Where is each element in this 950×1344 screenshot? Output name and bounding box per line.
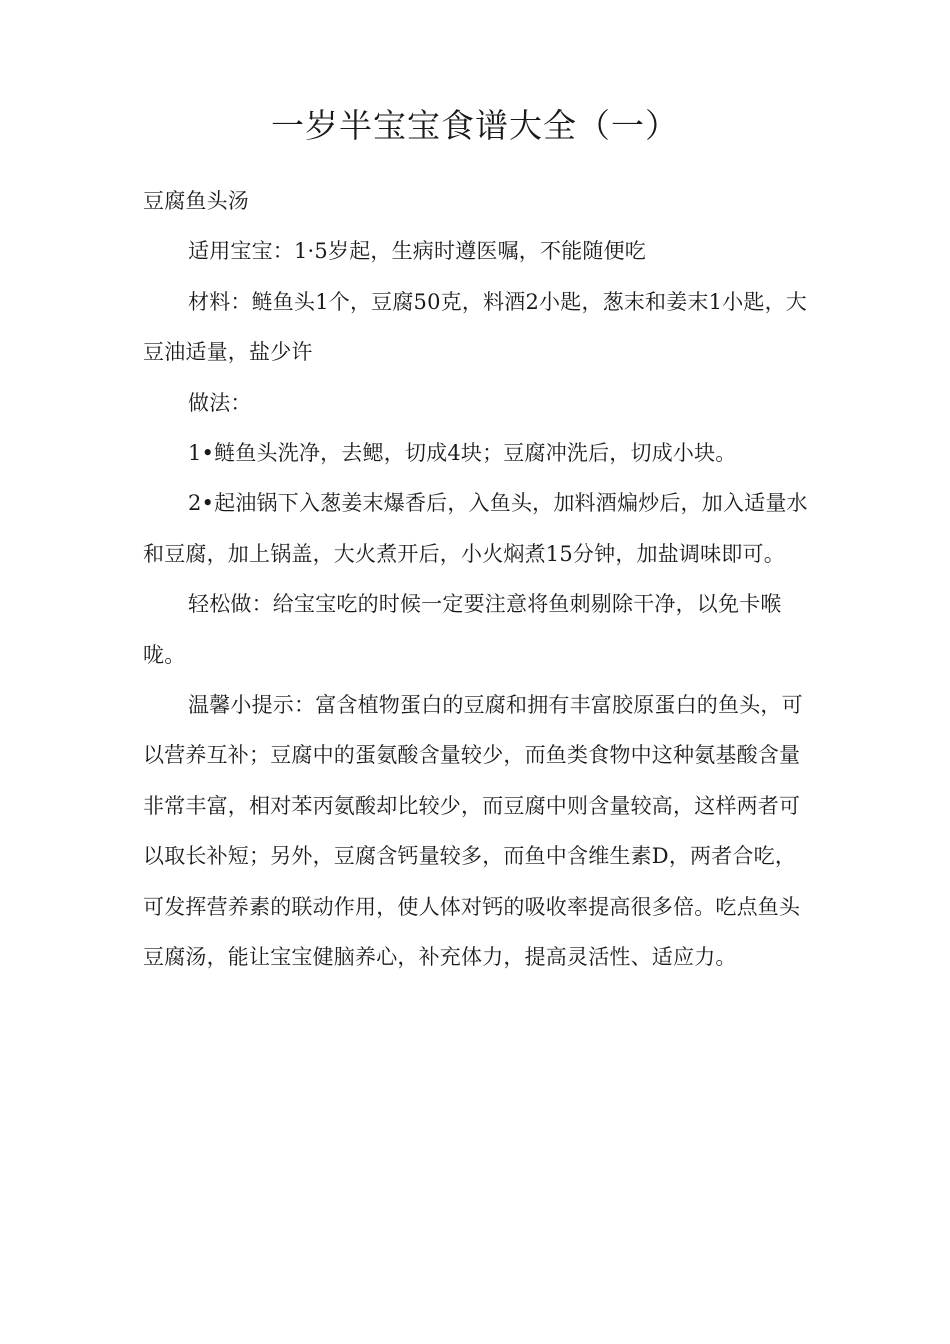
easy-tip-paragraph: 轻松做：给宝宝吃的时候一定要注意将鱼刺剔除干净，以免卡喉咙。 [143,592,782,667]
recipe-name: 豆腐鱼头汤 [143,189,249,213]
method-step-2: 2•起油锅下入葱姜末爆香后，入鱼头，加料酒煸炒后，加入适量水和豆腐，加上锅盖，大火煮开后，小火焖煮15分钟，加盐调味即可。 [143,491,808,566]
warm-tip-paragraph: 温馨小提示：富含植物蛋白的豆腐和拥有丰富胶原蛋白的鱼头，可以营养互补；豆腐中的蛋氨酸含量较少，而鱼类食物中这种氨基酸含量非常丰富，相对苯丙氨酸却比较少，而豆腐中则含量较高，这样两者可以取长补短；另外，豆腐含钙量较多，而鱼中含维生素D，两者合吃，可发挥营养素的联动作用，使人体对钙的吸收率提高很多倍。吃点鱼头豆腐汤，能让宝宝健脑养心，补充体力，提高灵活性、适应力。 [143,693,803,970]
ingredients-paragraph: 材料：鲢鱼头1个，豆腐50克，料酒2小匙，葱末和姜末1小匙，大豆油适量，盐少许 [143,289,808,365]
method-heading: 做法： [188,390,252,415]
document-title: 一岁半宝宝食谱大全（一） [271,106,679,145]
suitable-age-paragraph: 适用宝宝：1·5岁起，生病时遵医嘱，不能随便吃 [188,239,646,264]
method-step-1: 1•鲢鱼头洗净，去鳃，切成4块；豆腐冲洗后，切成小块。 [188,441,737,466]
document-body [143,176,811,983]
